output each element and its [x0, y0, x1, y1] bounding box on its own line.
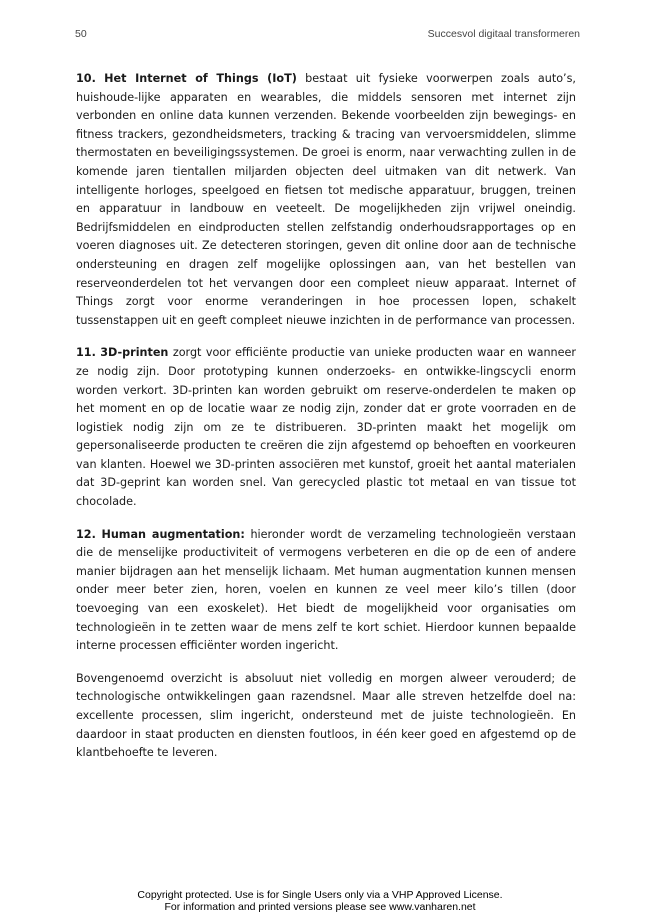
copyright-footer	[0, 889, 650, 913]
item-number: 11.	[76, 346, 96, 360]
item-lead: Human augmentation:	[101, 527, 245, 541]
item-lead: Het Internet of Things (IoT)	[104, 72, 297, 85]
item-lead: 3D-printen	[100, 346, 169, 360]
item-text: bestaat uit fysieke voorwerpen zoals auto’s, huishoude-lijke apparaten en wearables, die middels sensoren met internet zijn verbonden en online data kunnen verzenden. Bekende voorbeelden zijn bewegings- en fitness trackers, gezondheidsmeters, tracking & tracing van vervoersmiddelen, slimme thermostaten en beveiligingssystemen. De groei is enorm, naar verwachting zullen in de komende jaren tientallen miljarden objecten deel uitmaken van dit netwerk. Van intelligente horloges, speelgoed en fietsen tot medische apparatuur, bruggen, treinen en apparatuur in landbouw en veeteelt. De mogelijkheden zijn vrijwel oneindig. Bedrijfsmiddelen en eindproducten stellen zelfstandig onderhoudsrapportages op en voeren diagnoses uit. Ze detecteren storingen, geven dit online door aan de technische ondersteuning en dragen zelf mogelijke oplossingen aan, van het bestellen van reserveonderdelen tot het vervangen door een compleet nieuw apparaat. Internet of Things zorgt voor enorme veranderingen in hoe processen lopen, schakelt tussenstappen uit en geeft compleet nieuwe inzichten in de performance van processen.	[76, 72, 576, 327]
item-text: zorgt voor efficiënte productie van unieke producten waar en wanneer ze nodig zijn. Door prototyping kunnen onderzoeks- en ontwikke-lingscycli enorm worden verkort. 3D-printen kan worden gebruikt om reserve-onderdelen te maken op het moment en op de locatie waar ze nodig zijn, zonder dat er grote voorraden en de logistiek nodig zijn om ze te distribueren. 3D-printen maakt het mogelijk om gepersonaliseerde producten te creëren die zijn afgestemd op behoeften en voorkeuren van klanten. Hoewel we 3D-printen associëren met kunstof, groeit het aantal materialen dat 3D-geprint kan worden snel. Van gerecycled plastic tot metaal en van tissue tot chocolade.	[76, 346, 576, 509]
running-title: Succesvol digitaal transformeren	[427, 28, 580, 40]
closing-paragraph: Bovengenoemd overzicht is absoluut niet volledig en morgen alweer verouderd; de technologische ontwikkelingen gaan razendsnel. Maar alle streven hetzelfde doel na: excellente processen, slim ingericht, ondersteund met de juiste technologieën. En daardoor in staat producten en diensten foutloos, in één keer goed en afgestemd op de klantbehoefte te leveren.	[76, 671, 576, 760]
item-text: hieronder wordt de verzameling technologieën verstaan die de menselijke productiviteit of vermogens verbeteren en die op de een of andere manier bijdragen aan het menselijk lichaam. Met human augmentation kunnen mensen onder meer beter zien, horen, voelen en kunnen ze veel meer kilo’s tillen (door toevoeging van een exoskelet). Het biedt de mogelijkheid voor organisaties om technologieën in te zetten waar de mens zelf te kort schiet. Hierdoor kunnen bepaalde interne processen efficiënter worden ingericht.	[76, 527, 576, 653]
running-header	[75, 28, 580, 42]
footer-line-2: For information and printed versions please see www.vanharen.net	[164, 901, 476, 913]
page-body	[76, 70, 576, 763]
list-item	[76, 70, 576, 330]
item-number: 12.	[76, 527, 96, 541]
item-number: 10.	[76, 72, 96, 85]
page-number: 50	[75, 28, 87, 40]
list-item	[76, 526, 576, 656]
footer-line-1: Copyright protected. Use is for Single Users only via a VHP Approved License.	[137, 889, 503, 901]
list-item	[76, 344, 576, 511]
